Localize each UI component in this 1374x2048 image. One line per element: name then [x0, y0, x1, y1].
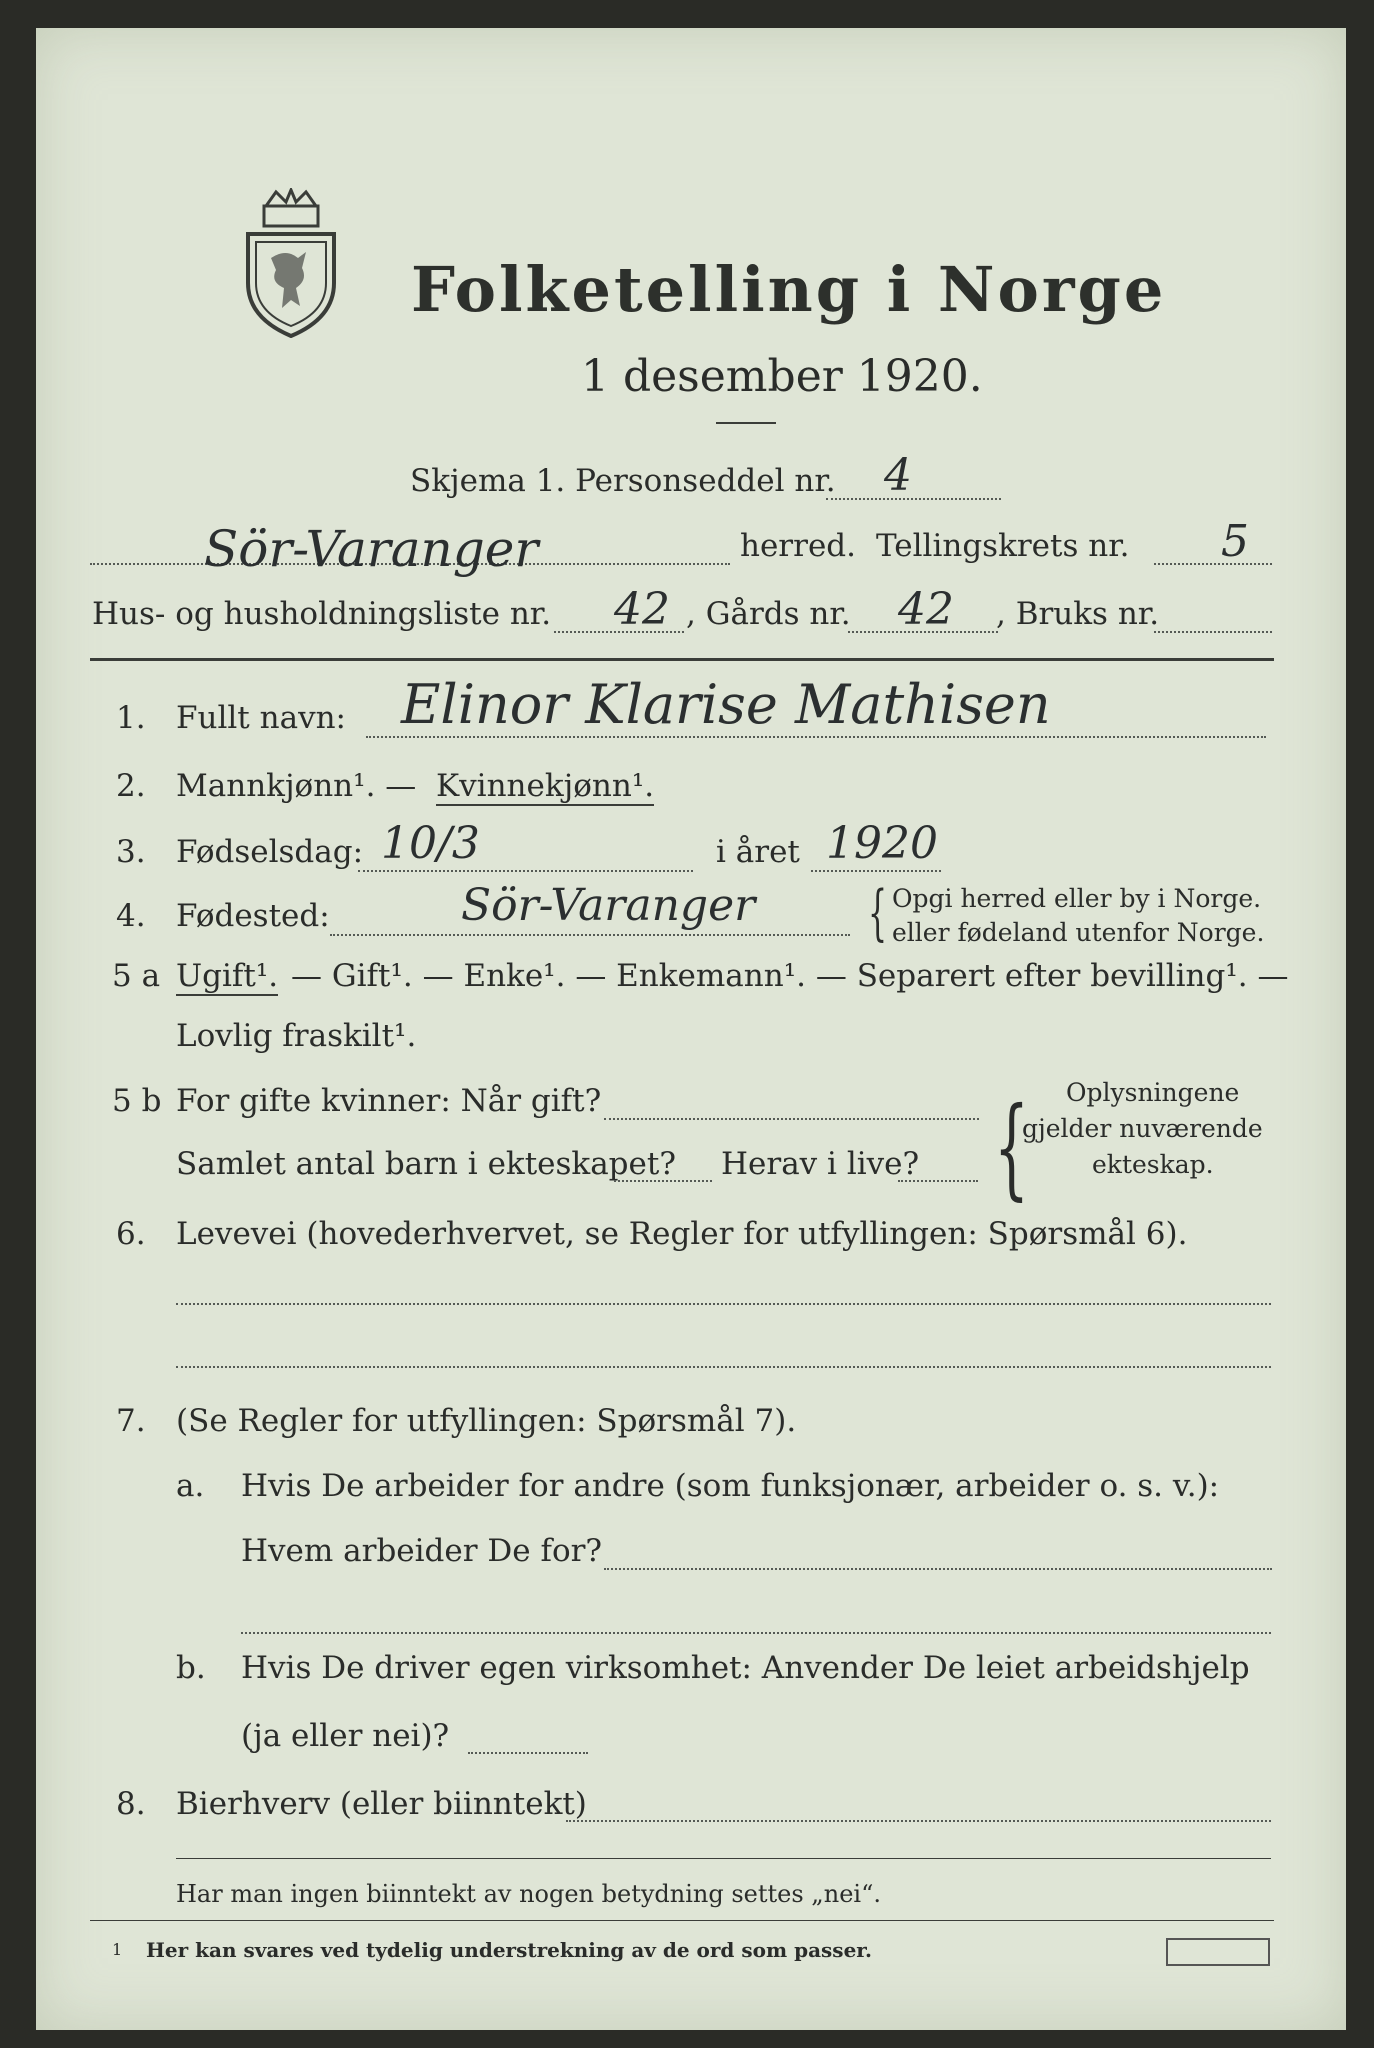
q5a-fraskilt: Lovlig fraskilt¹.	[176, 1018, 417, 1054]
q1-label: Fullt navn:	[176, 700, 346, 736]
q2-number: 2.	[116, 768, 146, 804]
q7b-letter: b.	[176, 1650, 206, 1686]
q3-label: Fødselsdag:	[176, 834, 364, 870]
q8-label: Bierhverv (eller biinntekt)	[176, 1786, 587, 1822]
q1-number: 1.	[116, 700, 146, 736]
census-date: 1 desember 1920.	[581, 351, 983, 402]
q3-number: 3.	[116, 834, 146, 870]
q4-note-2: eller fødeland utenfor Norge.	[892, 918, 1265, 947]
gards-label: , Gårds nr.	[686, 596, 851, 632]
q5b-label: For gifte kvinner: Når gift?	[176, 1083, 602, 1119]
q3-year-label: i året	[716, 834, 800, 870]
q5a-ugift-underlined: Ugift¹.	[176, 958, 279, 994]
herred-value: Sör-Varanger	[204, 520, 539, 578]
q7b-label: Hvis De driver egen virksomhet: Anvender De leiet arbeidshjelp	[241, 1650, 1250, 1686]
q8-number: 8.	[116, 1786, 146, 1822]
q4-number: 4.	[116, 898, 146, 934]
q5b-number: 5 b	[112, 1083, 162, 1119]
q4-label: Fødested:	[176, 898, 330, 934]
q3-year: 1920	[826, 818, 938, 869]
q7b-ja: (ja eller nei)?	[241, 1718, 450, 1754]
q5b-note-3: ekteskap.	[1092, 1150, 1214, 1179]
q5b-note-2: gjelder nuværende	[1022, 1114, 1263, 1143]
q4-note-1: Opgi herred eller by i Norge.	[892, 884, 1262, 913]
q5a-options: — Gift¹. — Enke¹. — Enkemann¹. — Separert efter bevilling¹. —	[291, 958, 1289, 994]
form-title: Folketelling i Norge	[411, 253, 1167, 326]
hus-nr: 42	[614, 584, 670, 635]
q5b-barn: Samlet antal barn i ekteskapet?	[176, 1146, 676, 1182]
q5b-note-1: Oplysningene	[1066, 1078, 1240, 1107]
herred-label: herred.	[740, 528, 856, 564]
q1-full-name: Elinor Klarise Mathisen	[401, 673, 1051, 736]
tellingskrets-nr: 5	[1221, 516, 1249, 567]
footnote: Her kan svares ved tydelig understrekning av de ord som passer.	[146, 1938, 872, 1962]
personseddel-nr: 4	[884, 450, 912, 501]
gards-nr: 42	[898, 584, 954, 635]
q6-number: 6.	[116, 1216, 146, 1252]
q6-label: Levevei (hovederhvervet, se Regler for utfyllingen: Spørsmål 6).	[176, 1216, 1188, 1252]
q3-birthday: 10/3	[381, 818, 480, 869]
footer-note: Har man ingen biinntekt av nogen betydning settes „nei“.	[176, 1880, 881, 1908]
footnote-mark: 1	[112, 1940, 123, 1959]
tellingskrets-label: Tellingskrets nr.	[876, 528, 1130, 564]
bruks-label: , Bruks nr.	[996, 596, 1160, 632]
skjema-label: Skjema 1. Personseddel nr.	[410, 463, 836, 499]
q2-kvinne-underlined: Kvinnekjønn¹.	[436, 768, 655, 804]
q7a-label: Hvis De arbeider for andre (som funksjonær, arbeider o. s. v.):	[241, 1468, 1220, 1504]
q7-label: (Se Regler for utfyllingen: Spørsmål 7).	[176, 1403, 797, 1439]
coat-of-arms-icon	[236, 188, 346, 338]
q5b-live: Herav i live?	[721, 1146, 920, 1182]
q5b-brace: {	[994, 1083, 1029, 1211]
q2-mann: Mannkjønn¹. —	[176, 768, 417, 804]
q5a-number: 5 a	[112, 958, 161, 994]
q7a-who: Hvem arbeider De for?	[241, 1533, 603, 1569]
q7-number: 7.	[116, 1403, 146, 1439]
q7a-letter: a.	[176, 1468, 205, 1504]
census-form	[36, 28, 1346, 2030]
q4-birthplace: Sör-Varanger	[461, 880, 756, 931]
hus-label: Hus- og husholdningsliste nr.	[92, 596, 552, 632]
q4-brace: {	[868, 878, 888, 948]
printer-stamp	[1166, 1938, 1270, 1966]
